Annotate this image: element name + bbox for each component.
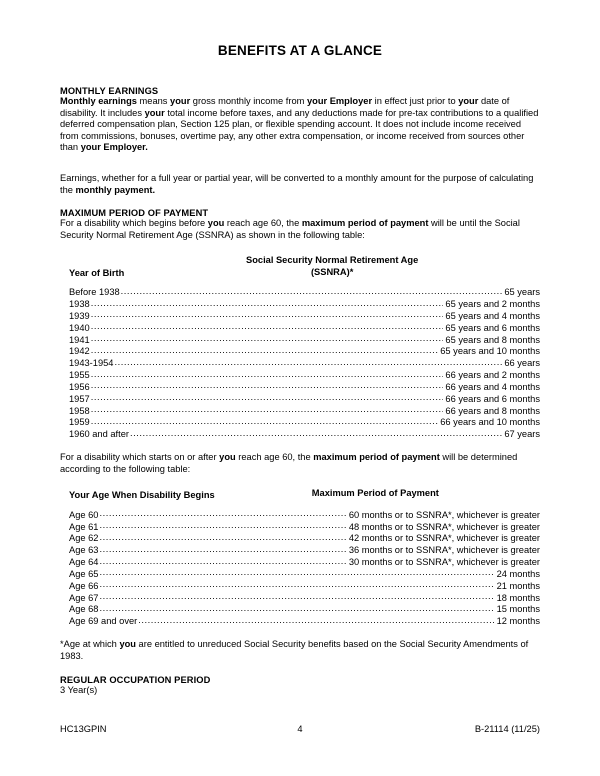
dot-leader xyxy=(91,416,439,428)
row-value: 65 years and 4 months xyxy=(445,310,540,321)
row-label: Age 69 and over xyxy=(69,616,138,627)
page-footer xyxy=(60,724,540,734)
row-value: 66 years and 8 months xyxy=(445,405,540,416)
row-value: 65 years and 8 months xyxy=(445,334,540,345)
table-row xyxy=(60,429,540,441)
row-label: Age 66 xyxy=(69,580,99,591)
spacer xyxy=(60,662,540,675)
dot-leader xyxy=(99,532,346,544)
ssnra-table-header xyxy=(60,255,540,278)
row-value: 42 months or to SSNRA*, whichever is greater xyxy=(348,533,540,544)
row-label: 1957 xyxy=(69,393,90,404)
row-label: 1941 xyxy=(69,334,90,345)
earnings-note: Earnings, whether for a full year or partial year, will be converted to a monthly amount for the purpose of calculating the monthly payment. xyxy=(60,172,534,195)
dot-leader xyxy=(99,544,346,556)
row-value: 12 months xyxy=(496,616,540,627)
spacer xyxy=(60,58,540,86)
row-label: Age 68 xyxy=(69,604,99,615)
dot-leader xyxy=(99,591,494,603)
dot-leader xyxy=(91,309,444,321)
dot-leader xyxy=(99,508,346,520)
regular-occupation-value: 3 Year(s) xyxy=(60,685,98,696)
dot-leader xyxy=(99,579,494,591)
dot-leader xyxy=(138,615,494,627)
spacer xyxy=(60,154,540,173)
monthly-earnings-heading: MONTHLY EARNINGS xyxy=(60,86,159,96)
regular-occupation-heading: REGULAR OCCUPATION PERIOD xyxy=(60,675,211,686)
row-label: Before 1938 xyxy=(69,287,120,298)
age-table-header xyxy=(60,488,540,499)
table-row xyxy=(60,616,540,628)
row-label: Age 61 xyxy=(69,521,99,532)
dot-leader xyxy=(91,333,444,345)
monthly-earnings-body-text: means your gross monthly income from your Employer in effect just prior to your date of disability. It includes your total income before taxes, and any deductions made for pre-tax contributions to a qualified deferred compensation plan, Section 125 plan, or flexible spending account. It does not include income received from commissions, bonuses, overtime pay, any other extra compensation, or income received from sources other than your Employer. xyxy=(60,96,539,153)
row-value: 65 years and 6 months xyxy=(445,322,540,333)
row-value: 18 months xyxy=(496,592,540,603)
row-value: 15 months xyxy=(496,604,540,615)
row-label: 1939 xyxy=(69,310,90,321)
row-label: 1956 xyxy=(69,381,90,392)
row-value: 36 months or to SSNRA*, whichever is greater xyxy=(348,545,540,556)
dot-leader xyxy=(99,556,346,568)
dot-leader xyxy=(130,428,502,440)
spacer xyxy=(60,441,540,452)
row-value: 48 months or to SSNRA*, whichever is greater xyxy=(348,521,540,532)
ssnra-footnote: *Age at which you are entitled to unreduced Social Security benefits based on the Social Security Amendments of 1983. xyxy=(60,639,529,661)
age-col1-header: Your Age When Disability Begins xyxy=(69,489,215,500)
spacer xyxy=(60,196,540,208)
dot-leader xyxy=(91,404,444,416)
row-value: 24 months xyxy=(496,568,540,579)
row-label: Age 65 xyxy=(69,568,99,579)
row-label: 1942 xyxy=(69,346,90,357)
footer-form-code: HC13GPIN xyxy=(60,724,107,734)
row-value: 66 years xyxy=(504,358,540,369)
spacer xyxy=(60,475,540,488)
dot-leader xyxy=(121,286,503,298)
ssnra-col1-header: Year of Birth xyxy=(69,268,125,279)
row-value: 65 years and 2 months xyxy=(445,299,540,309)
ssnra-table xyxy=(60,287,540,441)
footer-page-number: 4 xyxy=(297,724,303,734)
ssnra-col2-header-line1: Social Security Normal Retirement Age xyxy=(246,255,419,266)
row-value: 30 months or to SSNRA*, whichever is greater xyxy=(348,557,540,568)
dot-leader xyxy=(91,321,444,333)
row-label: 1959 xyxy=(69,417,90,428)
dot-leader xyxy=(99,567,494,579)
spacer xyxy=(60,628,540,639)
dot-leader xyxy=(99,603,494,615)
row-value: 66 years and 4 months xyxy=(445,381,540,392)
row-value: 21 months xyxy=(496,580,540,591)
row-label: 1938 xyxy=(69,299,90,309)
row-value: 65 years and 10 months xyxy=(440,346,540,357)
row-value: 66 years and 10 months xyxy=(440,417,540,428)
monthly-earnings-term: Monthly earnings xyxy=(60,96,137,106)
row-label: Age 63 xyxy=(69,545,99,556)
row-label: 1940 xyxy=(69,322,90,333)
dot-leader xyxy=(91,369,444,381)
maximum-period-heading: MAXIMUM PERIOD OF PAYMENT xyxy=(60,208,209,219)
row-label: 1943-1954 xyxy=(69,358,114,369)
row-label: Age 62 xyxy=(69,533,99,544)
row-label: Age 60 xyxy=(69,509,99,520)
row-value: 66 years and 2 months xyxy=(445,370,540,381)
row-label: 1955 xyxy=(69,370,90,381)
row-label: Age 67 xyxy=(69,592,99,603)
footer-doc-number: B-21114 (11/25) xyxy=(474,724,540,734)
spacer xyxy=(60,241,540,255)
monthly-earnings-body xyxy=(60,96,540,154)
row-value: 67 years xyxy=(504,429,540,440)
row-label: Age 64 xyxy=(69,557,99,568)
ssnra-col2-header-line2: (SSNRA)* xyxy=(310,266,354,277)
age-col2-header: Maximum Period of Payment xyxy=(311,488,439,499)
row-label: 1960 and after xyxy=(69,429,129,440)
maximum-period-intro: For a disability which begins before you reach age 60, the maximum period of payment will be until the Social Security Normal Retirement Age (SSNRA) as shown in the following table: xyxy=(60,218,520,240)
dot-leader xyxy=(91,392,444,404)
page-title: BENEFITS AT A GLANCE xyxy=(217,43,383,58)
row-value: 60 months or to SSNRA*, whichever is greater xyxy=(348,509,540,520)
dot-leader xyxy=(91,380,444,392)
dot-leader xyxy=(114,357,502,369)
dot-leader xyxy=(91,345,439,357)
row-value: 66 years and 6 months xyxy=(445,393,540,404)
ssnra-col2-header xyxy=(124,255,540,278)
maximum-period-intro-2: For a disability which starts on or after you reach age 60, the maximum period of payment will be determined according to the following table: xyxy=(60,452,518,474)
age-table xyxy=(60,510,540,628)
dot-leader xyxy=(99,520,346,532)
dot-leader xyxy=(91,298,444,310)
row-value: 65 years xyxy=(504,287,540,298)
row-label: 1958 xyxy=(69,405,90,416)
